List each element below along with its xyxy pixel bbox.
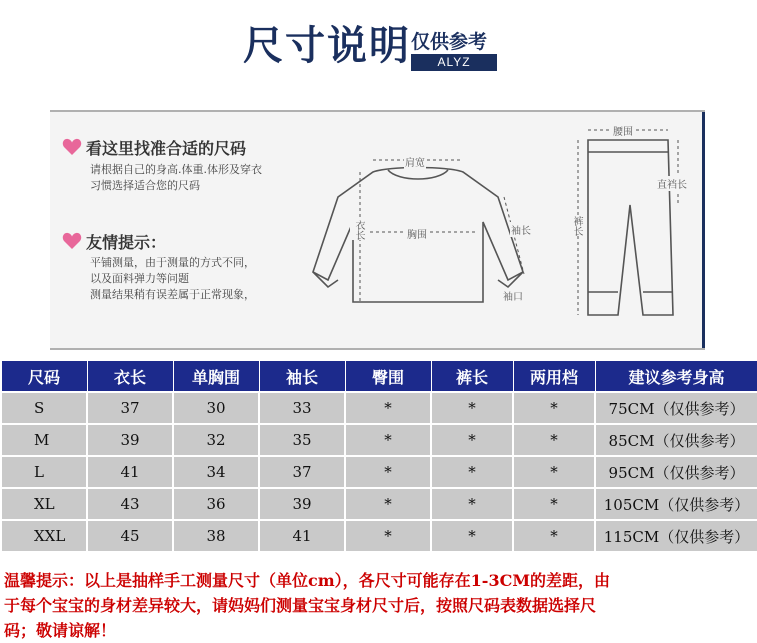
- brand-tag: ALYZ: [411, 54, 497, 71]
- label-top-length: 衣长: [350, 220, 367, 240]
- cell-dual-crotch: *: [513, 456, 595, 488]
- header-half-chest: 单胸围: [173, 361, 259, 393]
- cell-sleeve: 39: [259, 488, 345, 520]
- cell-top-length: 43: [87, 488, 173, 520]
- guide-text-tip-3: 测量结果稍有误差属于正常现象，: [90, 288, 255, 301]
- cell-sleeve: 33: [259, 392, 345, 424]
- cell-size: XXL: [1, 520, 87, 552]
- table-row: [1, 488, 757, 520]
- cell-pants-length: *: [431, 520, 513, 552]
- cell-top-length: 41: [87, 456, 173, 488]
- cell-pants-length: *: [431, 456, 513, 488]
- cell-half-chest: 38: [173, 520, 259, 552]
- cell-height: 85CM（仅供参考）: [595, 424, 757, 456]
- table-row: [1, 456, 757, 488]
- table-row: [1, 392, 757, 424]
- warm-tip-line-3: 码；敬请谅解！: [4, 621, 117, 640]
- cell-sleeve: 41: [259, 520, 345, 552]
- guide-heading-tip: 友情提示：: [86, 233, 167, 252]
- cell-height: 95CM（仅供参考）: [595, 456, 757, 488]
- guide-text-fit-2: 习惯选择适合您的尺码: [90, 179, 200, 192]
- cell-pants-length: *: [431, 392, 513, 424]
- measurement-guide: [50, 110, 705, 350]
- cell-dual-crotch: *: [513, 520, 595, 552]
- cell-hip: *: [345, 392, 431, 424]
- heart-icon: [62, 232, 82, 250]
- page-header: [0, 0, 757, 90]
- cell-top-length: 39: [87, 424, 173, 456]
- page-subtitle: 仅供参考: [411, 31, 488, 53]
- cell-dual-crotch: *: [513, 424, 595, 456]
- warm-tip-note: [4, 568, 754, 643]
- cell-size: M: [1, 424, 87, 456]
- cell-hip: *: [345, 424, 431, 456]
- table-row: [1, 424, 757, 456]
- cell-top-length: 37: [87, 392, 173, 424]
- cell-height: 75CM（仅供参考）: [595, 392, 757, 424]
- label-rise: 直裆长: [656, 176, 688, 191]
- heart-icon: [62, 138, 82, 156]
- cell-size: XL: [1, 488, 87, 520]
- table-row: [1, 520, 757, 552]
- cell-hip: *: [345, 520, 431, 552]
- cell-hip: *: [345, 488, 431, 520]
- size-chart-table: [0, 360, 757, 553]
- page-title: 尺寸说明: [243, 22, 411, 69]
- cell-pants-length: *: [431, 424, 513, 456]
- cell-top-length: 45: [87, 520, 173, 552]
- label-shoulder-width: 肩宽: [404, 154, 426, 169]
- cell-hip: *: [345, 456, 431, 488]
- label-cuff: 袖口: [502, 288, 524, 303]
- shirt-diagram: [298, 152, 538, 332]
- cell-half-chest: 36: [173, 488, 259, 520]
- guide-text-tip-1: 平铺测量，由于测量的方式不同，: [90, 256, 255, 269]
- label-chest: 胸围: [406, 226, 428, 241]
- cell-half-chest: 32: [173, 424, 259, 456]
- header-sleeve: 袖长: [259, 361, 345, 393]
- header-pants-length: 裤长: [431, 361, 513, 393]
- shirt-outline-illustration: [298, 152, 538, 332]
- header-dual-crotch: 两用档: [513, 361, 595, 393]
- cell-height: 115CM（仅供参考）: [595, 520, 757, 552]
- warm-tip-line-1: 温馨提示：以上是抽样手工测量尺寸（单位cm），各尺寸可能存在1-3CM的差距，由: [4, 571, 611, 590]
- pants-diagram: [548, 120, 698, 330]
- cell-size: L: [1, 456, 87, 488]
- label-pants-length: 裤长: [568, 216, 585, 236]
- guide-heading-fit: 看这里找准合适的尺码: [86, 139, 247, 158]
- table-header-row: [1, 361, 757, 393]
- cell-dual-crotch: *: [513, 392, 595, 424]
- cell-sleeve: 35: [259, 424, 345, 456]
- header-size: 尺码: [1, 361, 87, 393]
- cell-sleeve: 37: [259, 456, 345, 488]
- cell-size: S: [1, 392, 87, 424]
- header-hip: 臀围: [345, 361, 431, 393]
- label-waist: 腰围: [612, 123, 634, 138]
- warm-tip-line-2: 于每个宝宝的身材差异较大，请妈妈们测量宝宝身材尺寸后，按照尺码表数据选择尺: [4, 596, 597, 615]
- guide-text-tip-2: 以及面料弹力等问题: [90, 272, 189, 285]
- header-height: 建议参考身高: [595, 361, 757, 393]
- label-sleeve-length: 袖长: [510, 222, 532, 237]
- cell-dual-crotch: *: [513, 488, 595, 520]
- cell-half-chest: 30: [173, 392, 259, 424]
- guide-text-fit-1: 请根据自己的身高.体重.体形及穿衣: [90, 163, 262, 176]
- header-top-length: 衣长: [87, 361, 173, 393]
- cell-half-chest: 34: [173, 456, 259, 488]
- guide-edge-bar: [702, 112, 705, 348]
- cell-pants-length: *: [431, 488, 513, 520]
- cell-height: 105CM（仅供参考）: [595, 488, 757, 520]
